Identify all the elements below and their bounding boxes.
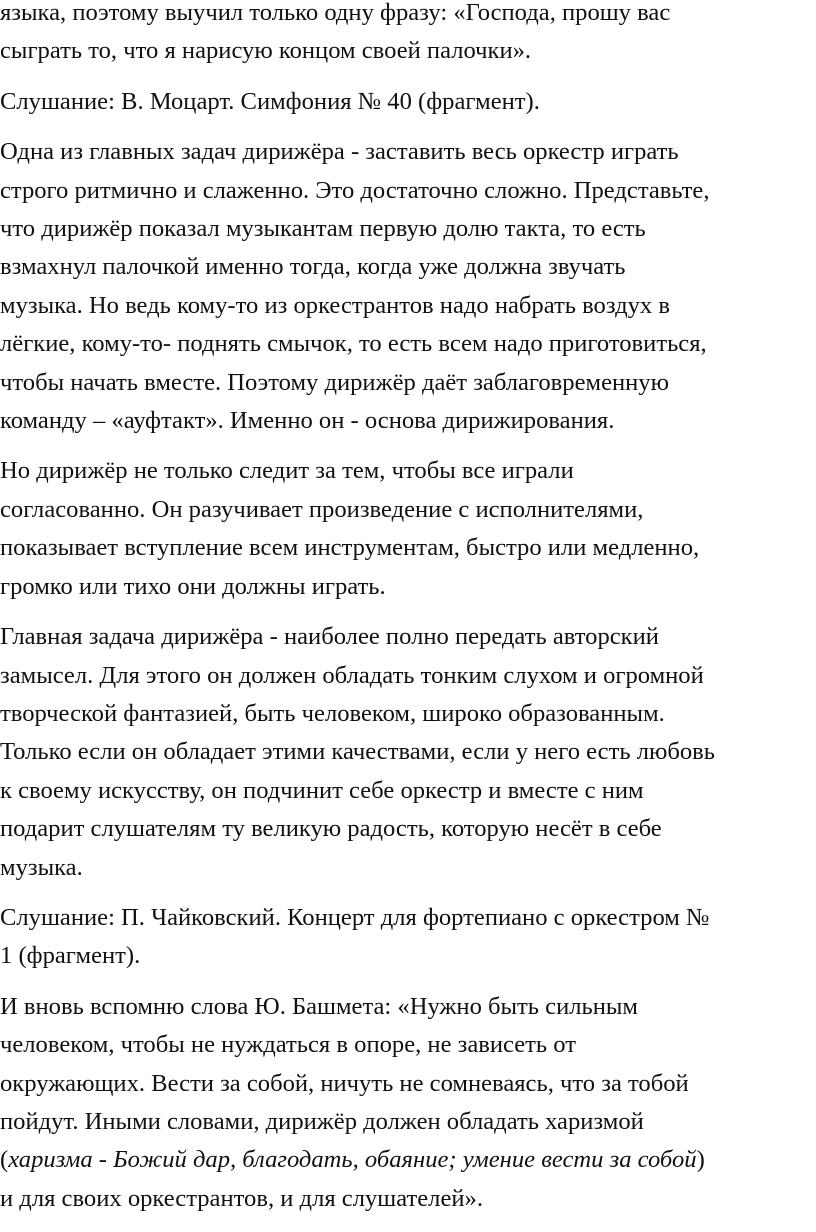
text-line: громко или тихо они должны играть. bbox=[0, 572, 386, 600]
charisma-definition: харизма - Божий дар, благодать, обаяние; умение вести за собой bbox=[8, 1146, 697, 1174]
text-line: показывает вступление всем инструментам, быстро или медленно, bbox=[0, 534, 700, 562]
paragraph-bashmet-quote bbox=[0, 988, 812, 1218]
text-line: 1 (фрагмент). bbox=[0, 942, 141, 970]
text-line: языка, поэтому выучил только одну фразу: «Господа, прошу вас bbox=[0, 0, 671, 26]
text-line: окружающих. Вести за собой, ничуть не сомневаясь, что за тобой bbox=[0, 1069, 689, 1097]
charisma-definition-line bbox=[0, 1141, 812, 1179]
text-line: И вновь вспомню слова Ю. Башмета: «Нужно быть сильным bbox=[0, 992, 638, 1020]
text-line: Одна из главных задач дирижёра - заставить весь оркестр играть bbox=[0, 138, 679, 166]
text-line: лёгкие, кому-то- поднять смычок, то есть всем надо приготовиться, bbox=[0, 330, 707, 358]
text-line: строго ритмично и слаженно. Это достаточно сложно. Представьте, bbox=[0, 176, 710, 204]
text-line: что дирижёр показал музыкантам первую долю такта, то есть bbox=[0, 215, 646, 243]
paragraph-rehearsal bbox=[0, 452, 812, 606]
text-line: пойдут. Иными словами, дирижёр должен обладать харизмой bbox=[0, 1107, 644, 1135]
paragraph-1 bbox=[0, 0, 812, 71]
text-line: музыка. Но ведь кому-то из оркестрантов надо набрать воздух в bbox=[0, 291, 670, 319]
paragraph-main-task bbox=[0, 618, 812, 887]
text-line: человеком, чтобы не нуждаться в опоре, не зависеть от bbox=[0, 1031, 577, 1059]
text-line: замысел. Для этого он должен обладать тонким слухом и огромной bbox=[0, 661, 704, 689]
text-line: Слушание: В. Моцарт. Симфония № 40 (фрагмент). bbox=[0, 87, 540, 115]
text-line: Главная задача дирижёра - наиболее полно передать авторский bbox=[0, 623, 659, 651]
text-line: подарит слушателям ту великую радость, которую несёт в себе bbox=[0, 815, 662, 843]
text-line: к своему искусству, он подчинит себе оркестр и вместе с ним bbox=[0, 776, 644, 804]
text-line: музыка. bbox=[0, 853, 83, 881]
open-paren: ( bbox=[0, 1146, 9, 1174]
listening-mozart bbox=[0, 83, 812, 121]
text-line: согласованно. Он разучивает произведение с исполнителями, bbox=[0, 495, 644, 523]
text-line: Только если он обладает этими качествами, если у него есть любовь bbox=[0, 738, 715, 766]
text-line: и для своих оркестрантов, и для слушателей». bbox=[0, 1184, 483, 1212]
listening-tchaikovsky bbox=[0, 899, 812, 976]
text-line: Но дирижёр не только следит за тем, чтобы все играли bbox=[0, 457, 574, 485]
text-line: сыграть то, что я нарисую концом своей палочки». bbox=[0, 37, 532, 65]
text-line: команду – «ауфтакт». Именно он - основа дирижирования. bbox=[0, 407, 615, 435]
close-paren: ) bbox=[696, 1146, 705, 1174]
text-line: творческой фантазией, быть человеком, широко образованным. bbox=[0, 699, 665, 727]
paragraph-conductor-task bbox=[0, 133, 812, 440]
text-line: чтобы начать вместе. Поэтому дирижёр даёт заблаговременную bbox=[0, 368, 669, 396]
text-line: взмахнул палочкой именно тогда, когда уже должна звучать bbox=[0, 253, 626, 281]
text-line: Слушание: П. Чайковский. Концерт для фортепиано с оркестром № bbox=[0, 903, 710, 931]
